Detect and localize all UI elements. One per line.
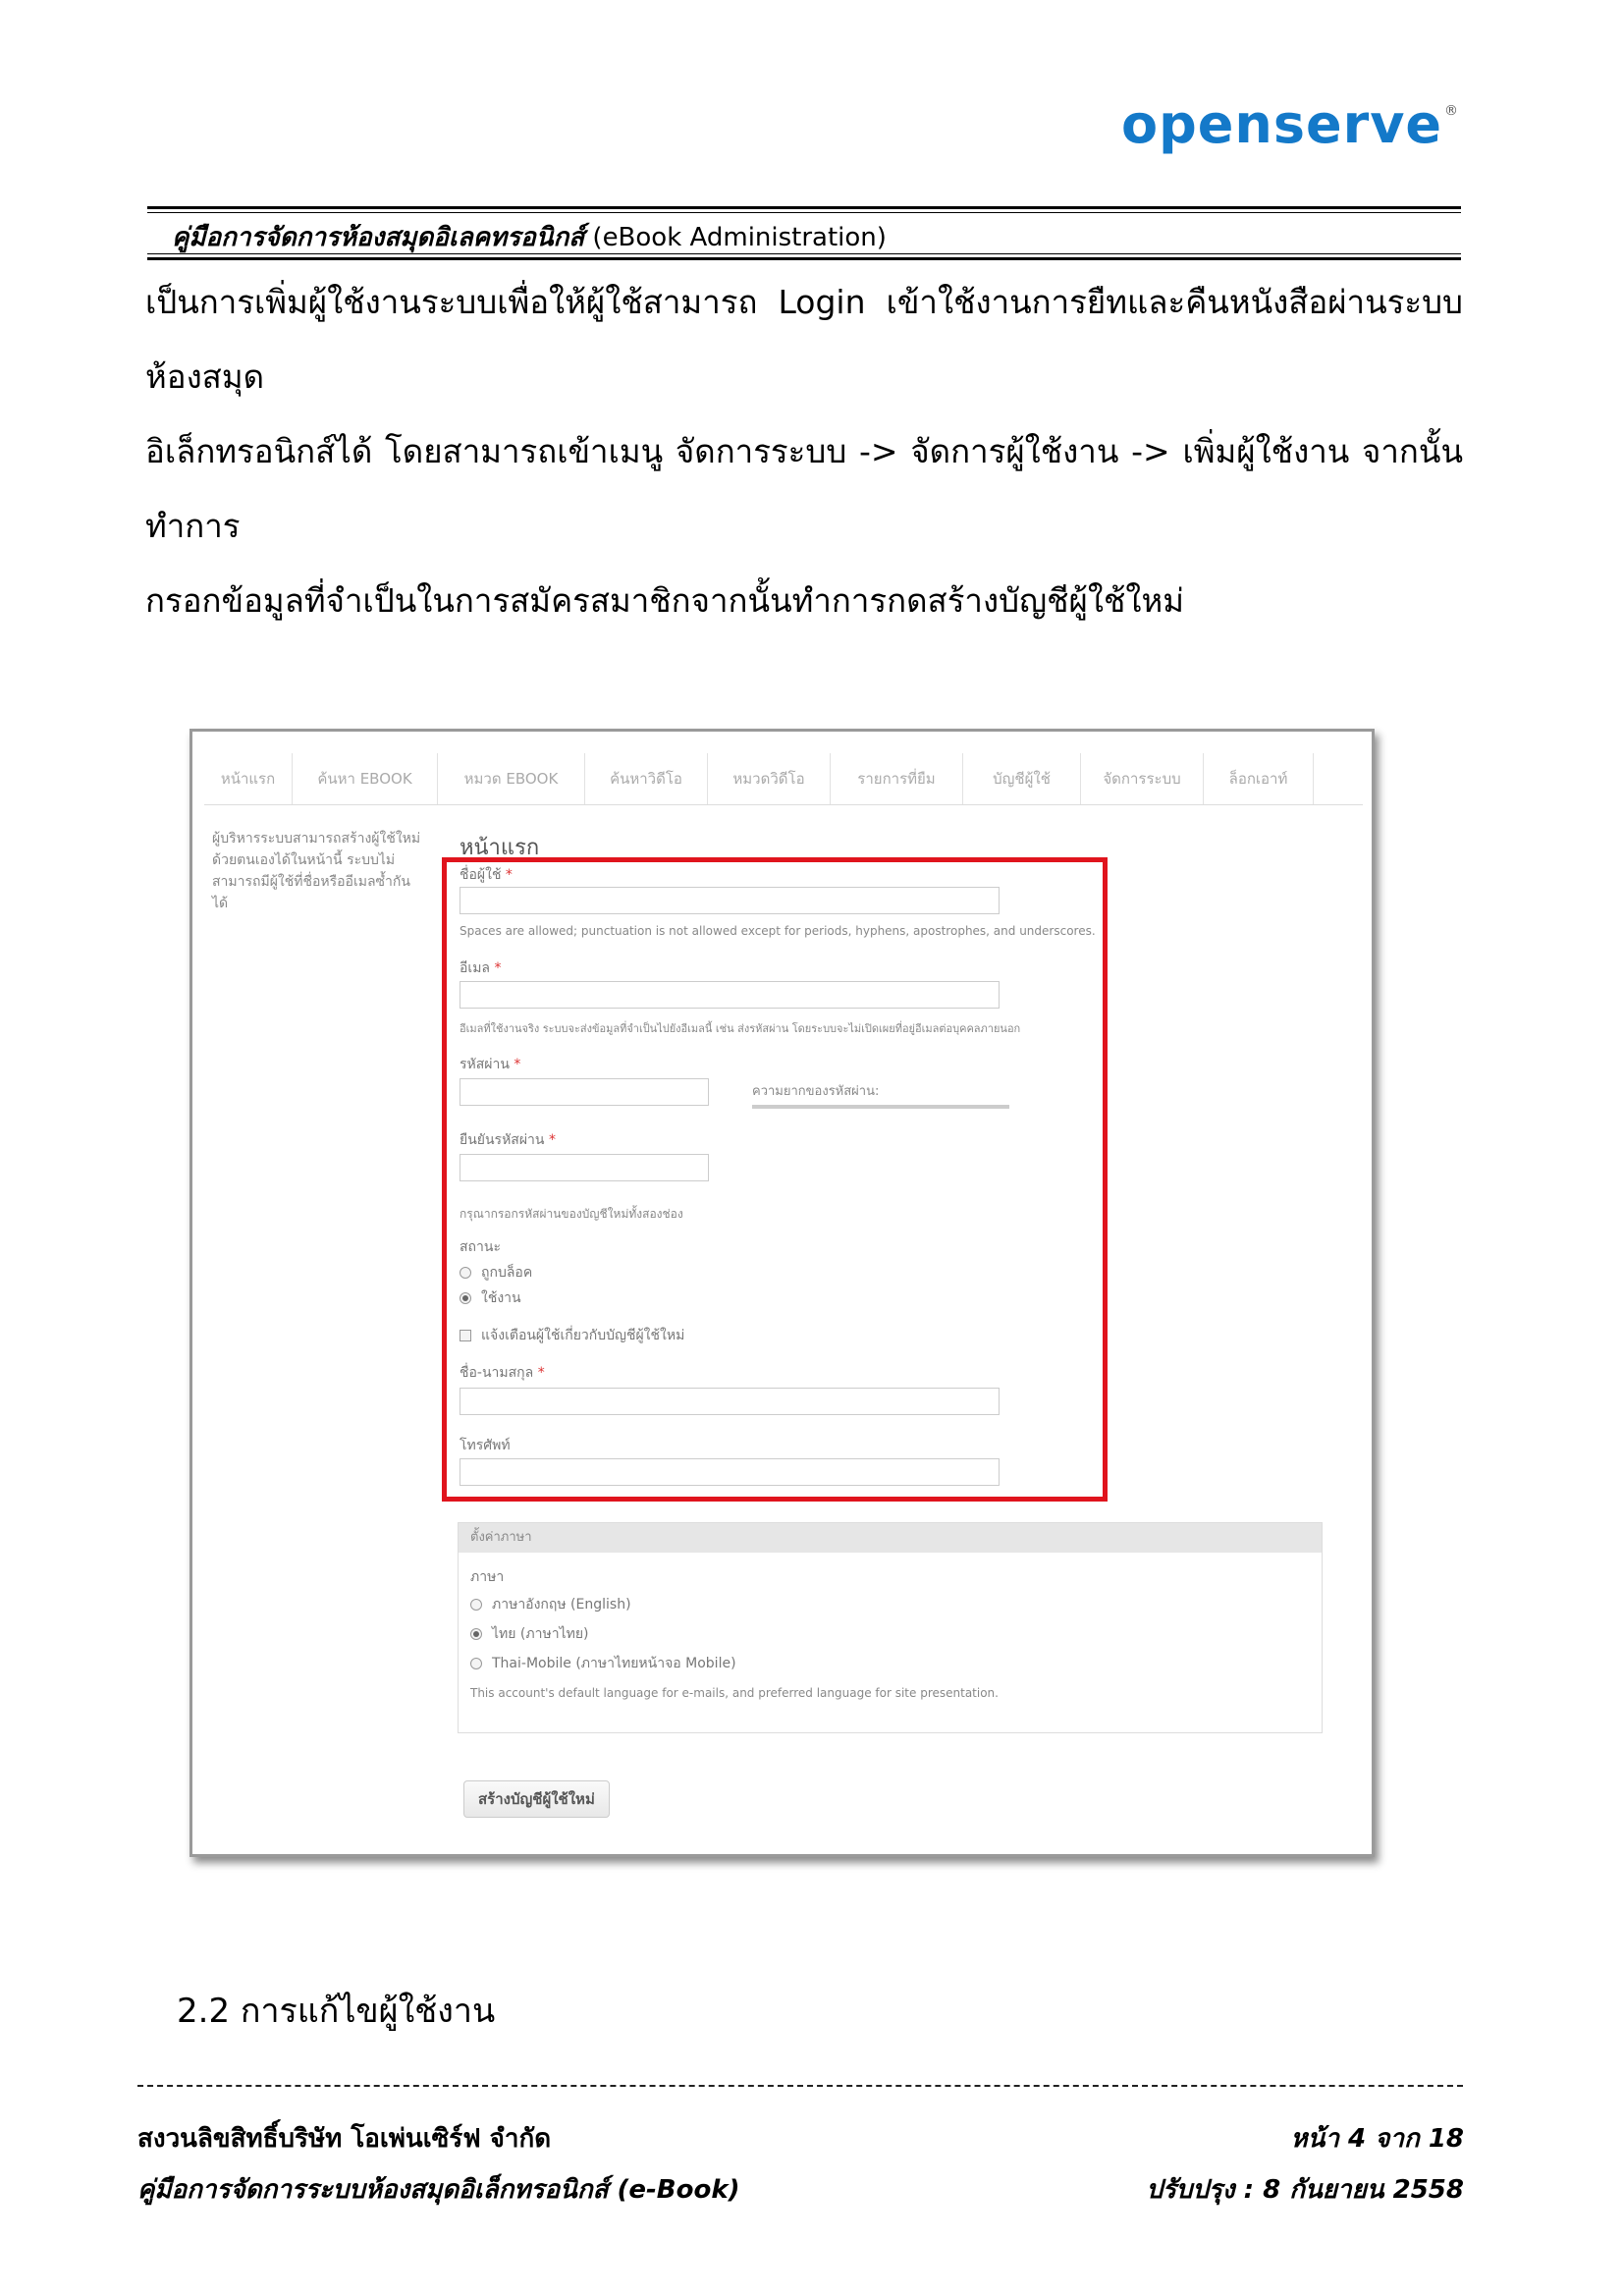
nav-borrowed[interactable]: รายการที่ยืม bbox=[831, 753, 963, 804]
nav-logout[interactable]: ล็อกเอาท์ bbox=[1204, 753, 1314, 804]
create-account-button[interactable]: สร้างบัญชีผู้ใช้ใหม่ bbox=[463, 1780, 610, 1818]
sidebar-help-line: ได้ bbox=[212, 896, 229, 911]
confirm-password-label-text: ยืนยันรหัสผ่าน bbox=[460, 1132, 545, 1148]
footer-divider bbox=[137, 2085, 1463, 2087]
required-mark: * bbox=[537, 1365, 545, 1381]
nav-ebook-category[interactable]: หมวด EBOOK bbox=[438, 753, 585, 804]
language-settings-fieldset bbox=[458, 1522, 1323, 1733]
footer-copyright: สงวนลิขสิทธิ์บริษัท โอเพ่นเซิร์ฟ จำกัด bbox=[137, 2124, 552, 2154]
phone-label: โทรศัพท์ bbox=[460, 1438, 511, 1453]
sidebar-help-line: ผู้บริหารระบบสามารถสร้างผู้ใช้ใหม่ bbox=[212, 831, 421, 847]
footer-updated-date: ปรับปรุง : 8 กันยายน 2558 bbox=[1146, 2175, 1464, 2205]
password-label-text: รหัสผ่าน bbox=[460, 1057, 510, 1072]
status-blocked-label: ถูกบล็อค bbox=[481, 1265, 533, 1281]
nav-search-video[interactable]: ค้นหาวิดีโอ bbox=[585, 753, 708, 804]
radio-icon[interactable] bbox=[470, 1658, 482, 1669]
intro-line: เป็นการเพิ่มผู้ใช้งานระบบเพื่อให้ผู้ใช้สามารถ Login เข้าใช้งานการยืทและคืนหนังสือผ่านระบบห้องสมุด bbox=[145, 283, 1463, 396]
openserve-logo bbox=[1121, 93, 1460, 155]
radio-icon[interactable] bbox=[470, 1599, 482, 1611]
language-settings-legend: ตั้งค่าภาษา bbox=[459, 1523, 1322, 1553]
intro-line: กรอกข้อมูลที่จำเป็นในการสมัครสมาชิกจากนั้นทำการกดสร้างบัญชีผู้ใช้ใหม่ bbox=[145, 581, 1184, 620]
confirm-password-description: กรุณากรอกรหัสผ่านของบัญชีใหม่ทั้งสองช่อง bbox=[460, 1207, 683, 1221]
intro-paragraph bbox=[145, 265, 1463, 638]
document-title: คู่มือการจัดการห้องสมุดอิเลคทรอนิกส์ bbox=[172, 223, 585, 252]
email-label-text: อีเมล bbox=[460, 960, 491, 976]
page-title: หน้าแรก bbox=[460, 836, 540, 860]
document-subtitle: (eBook Administration) bbox=[584, 223, 887, 252]
footer-manual-title: คู่มือการจัดการระบบห้องสมุดอิเล็กทรอนิกส์ (e-Book) bbox=[137, 2175, 740, 2205]
language-option-thai-mobile[interactable] bbox=[470, 1653, 736, 1674]
nav-home[interactable]: หน้าแรก bbox=[204, 753, 293, 804]
intro-line: อิเล็กทรอนิกส์ได้ โดยสามารถเข้าเมนู จัดการระบบ -> จัดการผู้ใช้งาน -> เพิ่มผู้ใช้งาน จากนั้นทำการ bbox=[145, 432, 1463, 545]
nav-video-category[interactable]: หมวดวิดีโอ bbox=[708, 753, 831, 804]
header-rule-top-thin bbox=[147, 212, 1461, 213]
required-mark: * bbox=[514, 1057, 521, 1072]
add-user-screenshot bbox=[189, 729, 1375, 1857]
main-nav bbox=[204, 753, 1363, 805]
email-description: อีเมลที่ใช้งานจริง ระบบจะส่งข้อมูลที่จำเป็นไปยังอีเมลนี้ เช่น ส่งรหัสผ่าน โดยระบบจะไม่เปิดเผยที่อยู่อีเมลต่อบุคคลภายนอก bbox=[460, 1022, 1021, 1035]
sidebar-help bbox=[212, 828, 430, 914]
sidebar-help-line: สามารถมีผู้ใช้ที่ชื่อหรืออีเมลซ้ำกัน bbox=[212, 874, 410, 890]
required-mark: * bbox=[548, 1132, 556, 1148]
footer-page-number: หน้า 4 จาก 18 bbox=[1290, 2124, 1464, 2154]
required-mark: * bbox=[505, 867, 513, 883]
radio-selected-icon[interactable] bbox=[470, 1628, 482, 1640]
status-active-label: ใช้งาน bbox=[481, 1290, 521, 1306]
header-rule-bottom bbox=[147, 257, 1461, 260]
nav-search-ebook[interactable]: ค้นหา EBOOK bbox=[293, 753, 438, 804]
section-heading: 2.2 การแก้ไขผู้ใช้งาน bbox=[177, 1992, 496, 2031]
header-rule-top bbox=[147, 206, 1461, 209]
username-label-text: ชื่อผู้ใช้ bbox=[460, 867, 502, 883]
password-strength-label: ความยากของรหัสผ่าน: bbox=[752, 1084, 880, 1099]
language-option-label: Thai-Mobile (ภาษาไทยหน้าจอ Mobile) bbox=[492, 1656, 736, 1671]
document-header bbox=[172, 220, 887, 255]
language-option-label: ไทย (ภาษาไทย) bbox=[492, 1626, 589, 1642]
required-mark: * bbox=[494, 960, 502, 976]
language-description: This account's default language for e-mails, and preferred language for site presentation. bbox=[470, 1686, 999, 1700]
nav-admin[interactable]: จัดการระบบ bbox=[1081, 753, 1204, 804]
language-option-english[interactable] bbox=[470, 1594, 631, 1615]
notify-user-label: แจ้งเตือนผู้ใช้เกี่ยวกับบัญชีผู้ใช้ใหม่ bbox=[481, 1328, 685, 1343]
language-label: ภาษา bbox=[470, 1569, 505, 1585]
username-description: Spaces are allowed; punctuation is not allowed except for periods, hyphens, apostrophes, and underscores. bbox=[460, 924, 1096, 938]
registered-mark: ® bbox=[1444, 103, 1460, 119]
status-label: สถานะ bbox=[460, 1239, 501, 1255]
language-option-label: ภาษาอังกฤษ (English) bbox=[492, 1597, 631, 1613]
fullname-label-text: ชื่อ-นามสกุล bbox=[460, 1365, 534, 1381]
highlight-box bbox=[442, 857, 1108, 1502]
sidebar-help-line: ด้วยตนเองได้ในหน้านี้ ระบบไม่ bbox=[212, 852, 396, 868]
nav-account[interactable]: บัญชีผู้ใช้ bbox=[963, 753, 1081, 804]
header-rule-bottom-thin bbox=[147, 253, 1461, 254]
language-option-thai[interactable] bbox=[470, 1623, 589, 1645]
logo-wordmark: openserve bbox=[1121, 93, 1443, 155]
